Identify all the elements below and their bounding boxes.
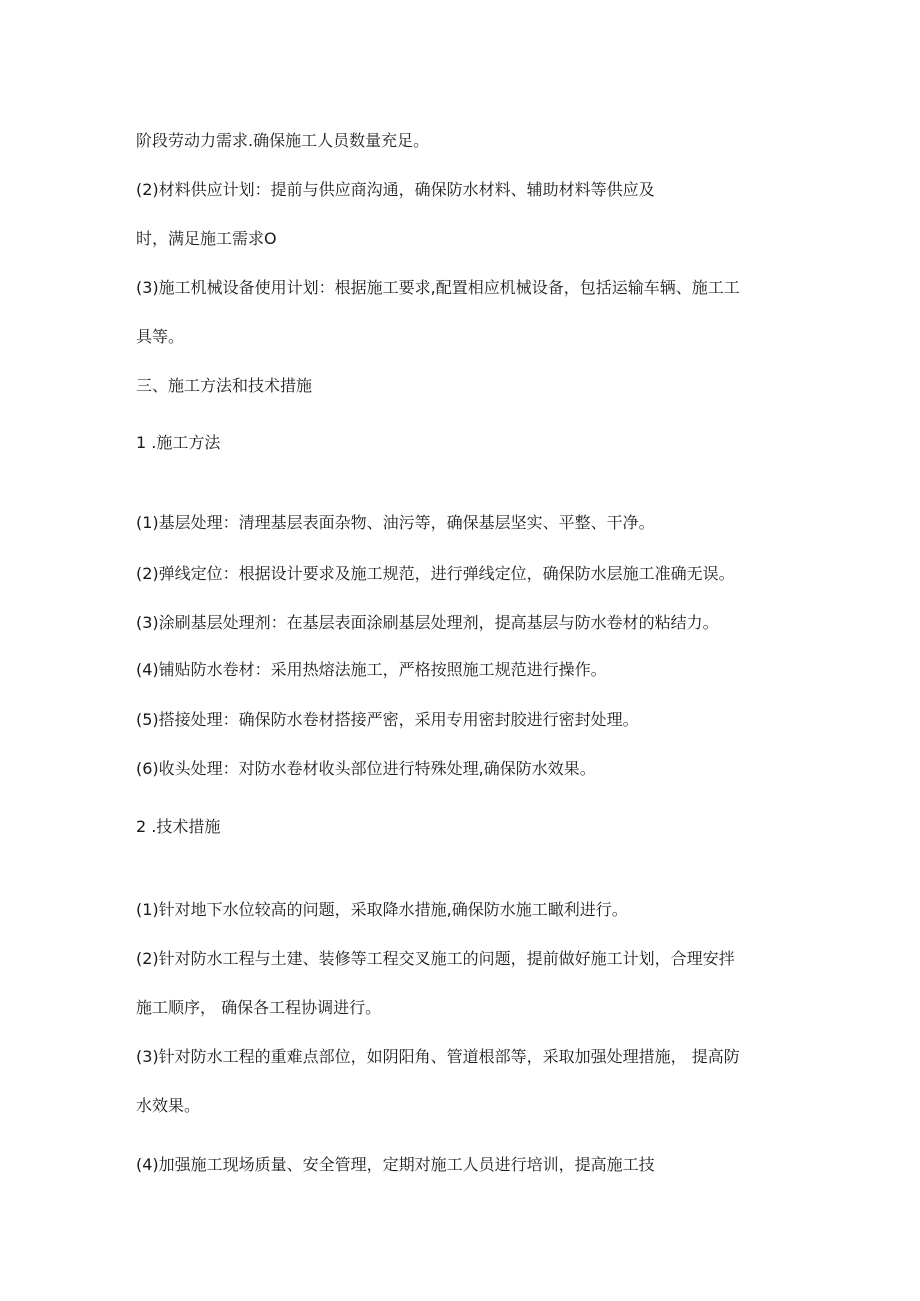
subheading-construction-method: 1 .施工方法 [136, 433, 221, 452]
text-line-machinery-plan: (3)施工机械设备使用计划：根据施工要求,配置相应机械设备，包括运输车辆、施工工 [136, 278, 740, 297]
text-line-base-treatment: (1)基层处理：清理基层表面杂物、油污等，确保基层坚实、平整、干净。 [136, 513, 655, 532]
text-line-line-positioning: (2)弹线定位：根据设计要求及施工规范，进行弹线定位，确保防水层施工准确无误。 [136, 564, 735, 583]
text-line-key-parts: (3)针对防水工程的重难点部位，如阴阳角、管道根部等，采取加强处理措施， 提高防 [136, 1047, 740, 1066]
text-line-machinery-plan-cont: 具等。 [136, 327, 185, 346]
section-heading-methods: 三、施工方法和技术措施 [136, 376, 313, 395]
text-line-cross-construction: (2)针对防水工程与土建、装修等工程交叉施工的问题，提前做好施工计划，合理安拌 [136, 949, 735, 968]
text-line-site-management: (4)加强施工现场质量、安全管理，定期对施工人员进行培训，提高施工技 [136, 1155, 655, 1174]
text-line-groundwater: (1)针对地下水位较高的问题，采取降水措施,确保防水施工瞰利进行。 [136, 900, 628, 919]
text-line-material-plan-cont: 时，满足施工需求O [136, 229, 277, 248]
text-line-labor-demand: 阶段劳动力需求.确保施工人员数量充足。 [136, 131, 430, 150]
text-line-membrane-laying: (4)铺贴防水卷材：采用热熔法施工，严格按照施工规范进行操作。 [136, 660, 607, 679]
subheading-technical-measures: 2 .技术措施 [136, 817, 221, 836]
text-line-cross-construction-cont: 施工顺序， 确保各工程协调进行。 [136, 998, 382, 1017]
text-line-key-parts-cont: 水效果。 [136, 1096, 201, 1115]
text-line-primer: (3)涂刷基层处理剂：在基层表面涂刷基层处理剂，提高基层与防水卷材的粘结力。 [136, 613, 719, 632]
text-line-edge-treatment: (6)收头处理：对防水卷材收头部位进行特殊处理,确保防水效果。 [136, 759, 596, 778]
text-line-material-plan: (2)材料供应计划：提前与供应商沟通，确保防水材料、辅助材料等供应及 [136, 180, 655, 199]
text-line-lap-treatment: (5)搭接处理：确保防水卷材搭接严密，采用专用密封胶进行密封处理。 [136, 710, 639, 729]
